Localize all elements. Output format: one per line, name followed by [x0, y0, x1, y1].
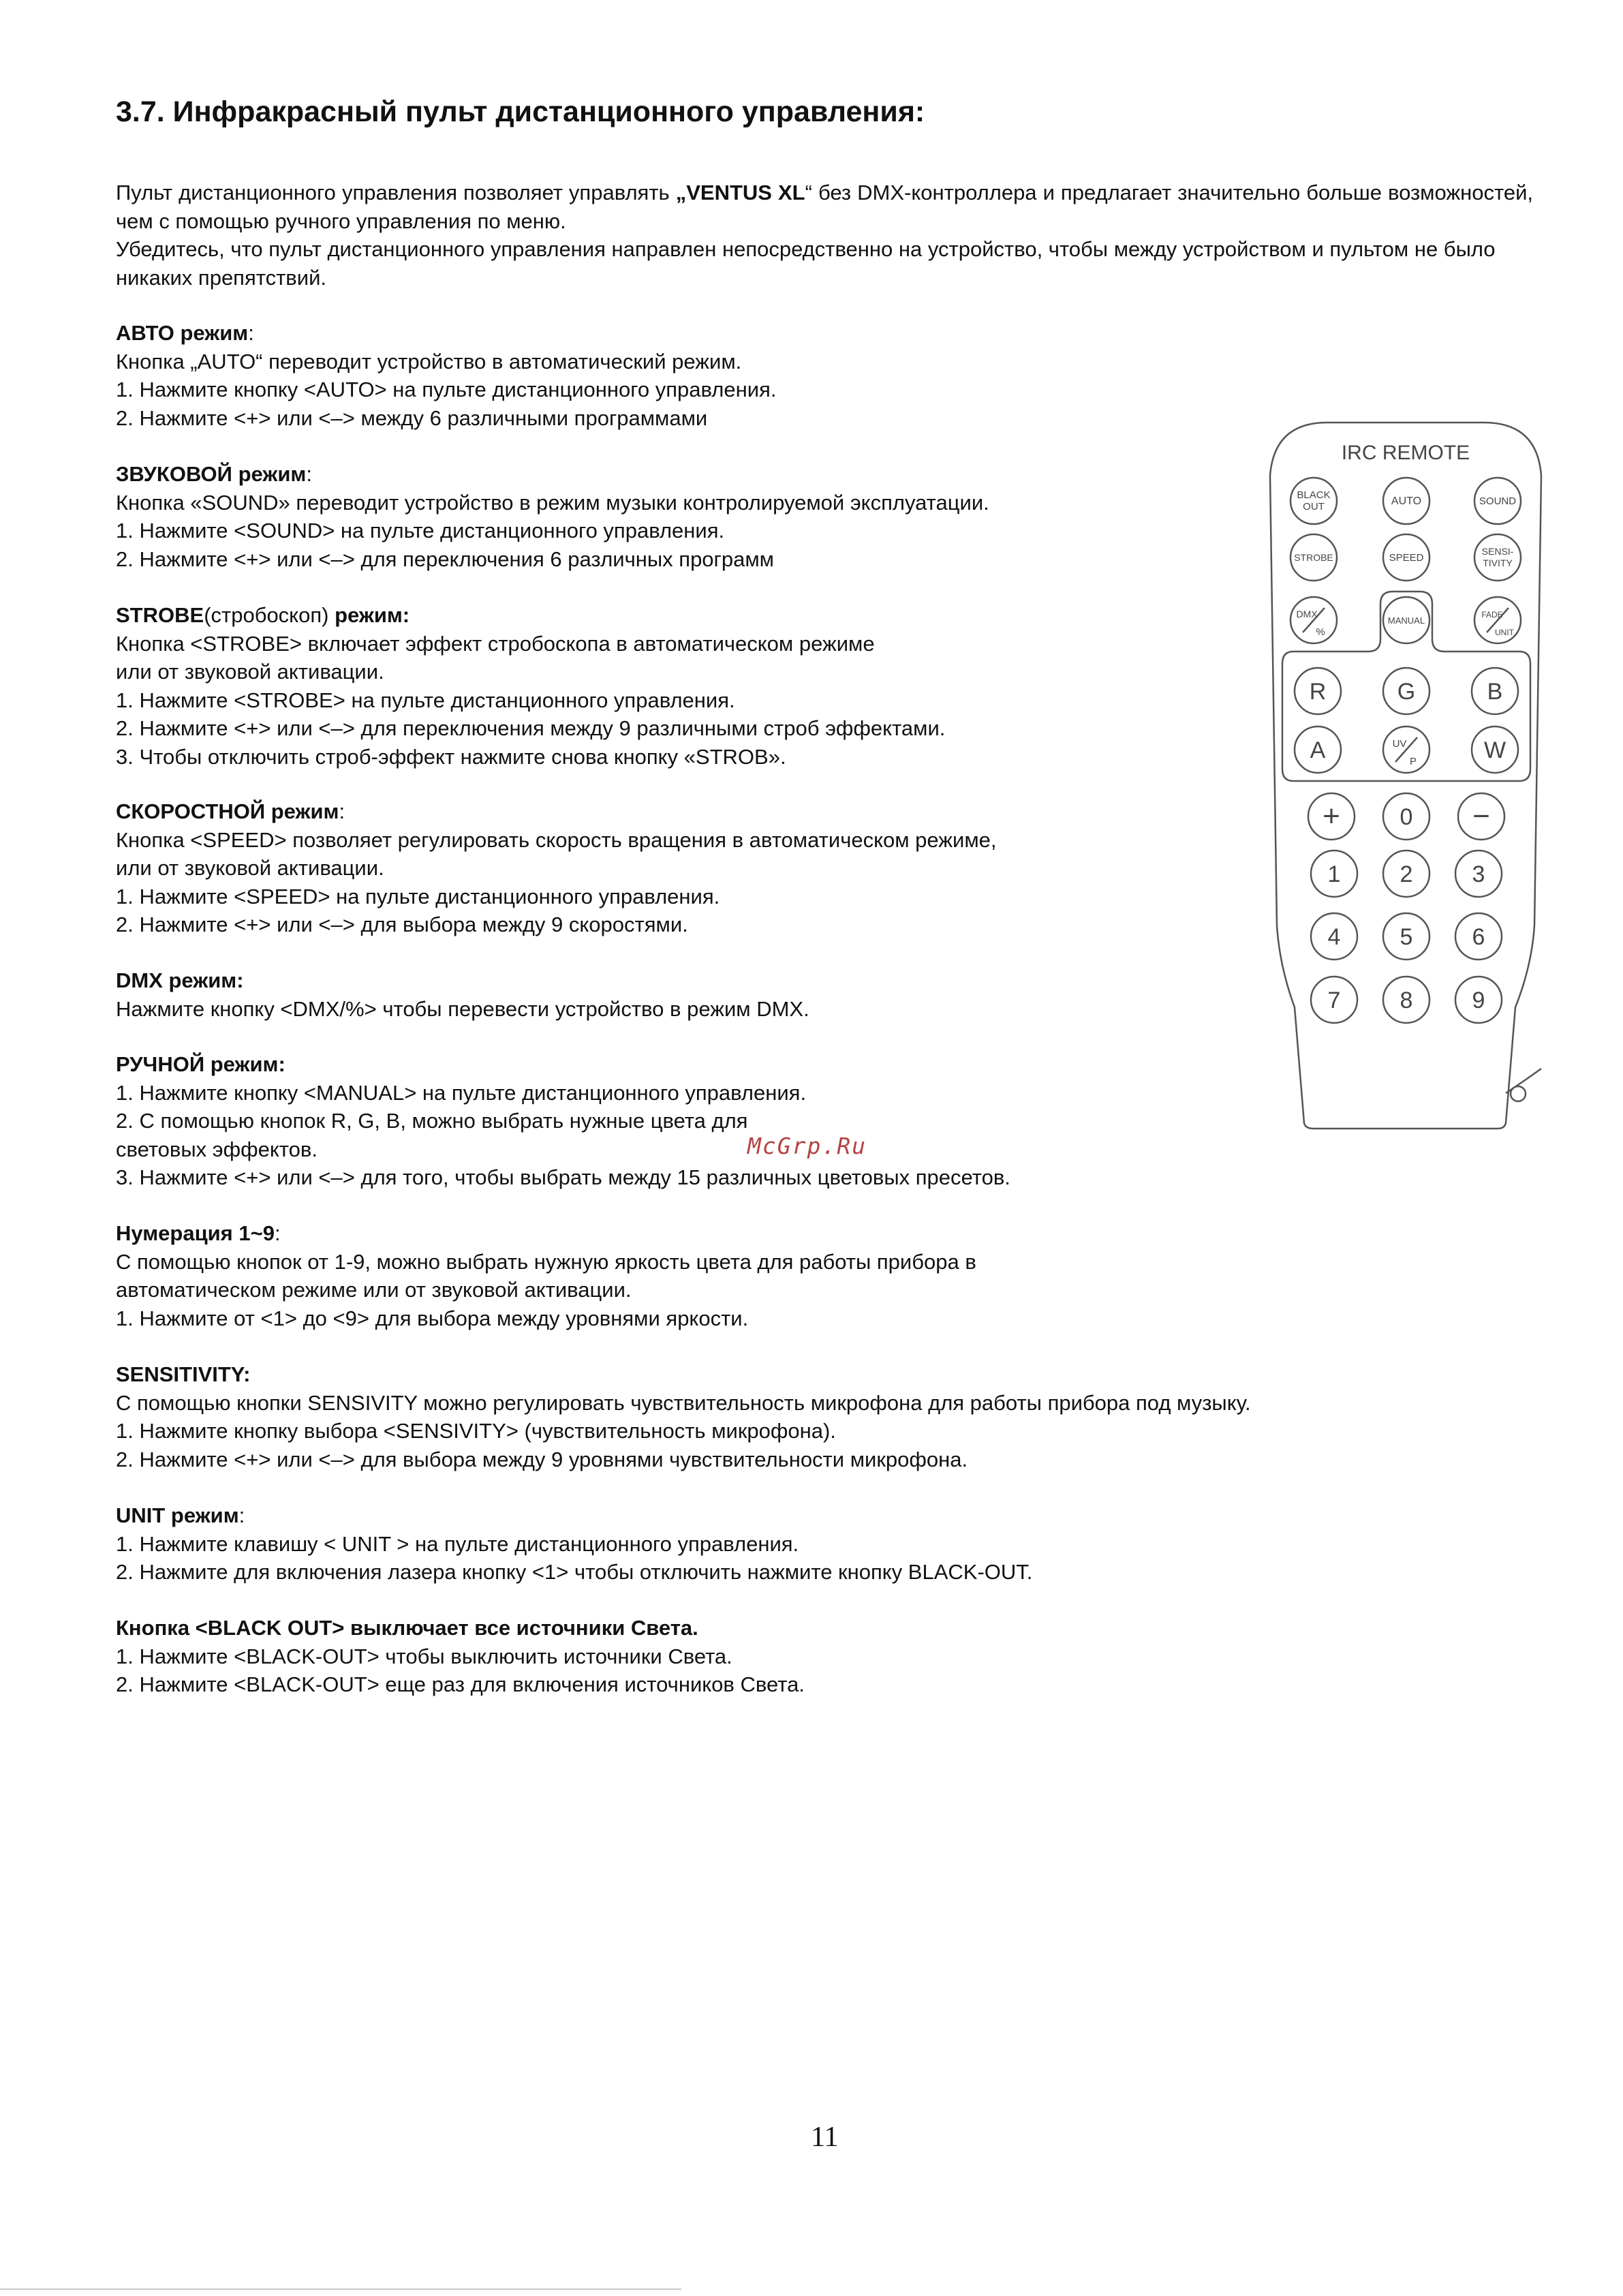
section-line: 2. Нажмите <BLACK-OUT> еще раз для включения источников Света.	[116, 1672, 805, 1696]
button-label: 4	[1327, 924, 1341, 950]
uv-p-button[interactable]	[1383, 726, 1429, 773]
strobe-button[interactable]	[1290, 534, 1337, 581]
brand-name: „VENTUS XL	[675, 181, 805, 204]
section-line: 1. Нажмите клавишу < UNIT > на пульте дистанционного управления.	[116, 1531, 799, 1556]
section-line: С помощью кнопки SENSIVITY можно регулировать чувствительность микрофона для работы прибора под музыку.	[116, 1390, 1251, 1415]
section-line: 2. С помощью кнопок R, G, B, можно выбрать нужные цвета для	[116, 1109, 748, 1133]
section-line: 2. Нажмите <+> или <–> для переключения между 9 различными строб эффектами.	[116, 716, 946, 740]
section-line: Нажмите кнопку <DMX/%> чтобы перевести устройство в режим DMX.	[116, 996, 809, 1021]
section-line: 2. Нажмите для включения лазера кнопку <1> чтобы отключить нажмите кнопку BLACK-OUT.	[116, 1560, 1033, 1584]
section-line: С помощью кнопок от 1-9, можно выбрать нужную яркость цвета для работы прибора в	[116, 1249, 976, 1274]
section-sensitivity	[116, 1360, 1251, 1473]
button-label: 0	[1400, 804, 1413, 830]
section-line: 2. Нажмите <+> или <–> для переключения 6 различных программ	[116, 547, 774, 571]
section-manual	[116, 1050, 1010, 1192]
digit-button-9[interactable]	[1455, 977, 1502, 1023]
button-label: STROBE	[1294, 552, 1333, 563]
heading-text: ЗВУКОВОЙ режим	[116, 462, 307, 486]
sensitivity-button[interactable]	[1474, 534, 1521, 581]
manual-button[interactable]	[1383, 597, 1429, 643]
section-line: 1. Нажмите <BLACK-OUT> чтобы выключить источники Света.	[116, 1644, 732, 1668]
intro-text-part: “ без DMX-контроллера и предлагает значительно больше возможностей, чем с помощью ручного управления по меню.	[116, 181, 1534, 233]
button-label: MANUAL	[1387, 615, 1425, 626]
heading-text: UNIT режим	[116, 1503, 239, 1527]
section-line: 1. Нажмите от <1> до <9> для выбора между уровнями яркости.	[116, 1306, 749, 1330]
button-label: A	[1310, 737, 1326, 763]
heading-text: Нумерация 1~9	[116, 1221, 275, 1245]
button-label: SOUND	[1479, 495, 1517, 507]
page-number: 11	[811, 2122, 839, 2153]
heading-suffix: :	[339, 799, 345, 823]
section-heading	[116, 1501, 1032, 1530]
section-line: 1. Нажмите кнопку <AUTO> на пульте дистанционного управления.	[116, 378, 777, 401]
button-label: UV	[1392, 738, 1407, 750]
button-label: %	[1316, 626, 1325, 638]
section-line: 1. Нажмите <SOUND> на пульте дистанционного управления.	[116, 519, 725, 542]
section-speed	[116, 797, 997, 939]
button-label: OUT	[1303, 501, 1325, 512]
red-button[interactable]	[1295, 668, 1341, 714]
button-label: 7	[1327, 988, 1341, 1013]
heading-suffix: :	[306, 462, 312, 486]
white-button[interactable]	[1472, 726, 1518, 773]
auto-button[interactable]	[1383, 478, 1429, 524]
section-line: Кнопка <STROBE> включает эффект стробоскопа в автоматическом режиме	[116, 631, 875, 656]
section-heading	[116, 601, 945, 630]
section-heading: РУЧНОЙ режим:	[116, 1052, 285, 1076]
digit-button-8[interactable]	[1383, 977, 1429, 1023]
intro-text	[116, 179, 1533, 292]
section-dmx	[116, 966, 809, 1023]
watermark: McGrp.Ru	[747, 1133, 867, 1159]
sound-button[interactable]	[1474, 478, 1521, 524]
button-label: −	[1472, 799, 1490, 833]
heading-suffix: :	[248, 321, 254, 345]
button-label: BLACK	[1297, 489, 1331, 501]
footer-rule	[0, 2289, 681, 2290]
intro-paragraph-2: Убедитесь, что пульт дистанционного управления направлен непосредственно на устройство, чтобы между устройством и пультом не было никаких препятствий.	[116, 237, 1496, 290]
section-unit	[116, 1501, 1032, 1587]
heading-suffix: :	[238, 1503, 245, 1527]
section-line: 1. Нажмите кнопку <MANUAL> на пульте дистанционного управления.	[116, 1080, 807, 1105]
button-label: TIVITY	[1483, 557, 1513, 568]
digit-button-1[interactable]	[1311, 851, 1357, 897]
section-heading	[116, 1219, 976, 1248]
digit-button-6[interactable]	[1455, 913, 1502, 960]
intro-paragraph-1	[116, 179, 1533, 235]
heading-text: СКОРОСТНОЙ режим	[116, 799, 339, 823]
heading-text: АВТО режим	[116, 321, 249, 345]
section-strobe	[116, 601, 945, 771]
minus-button[interactable]	[1458, 793, 1504, 840]
section-line: 2. Нажмите <+> или <–> между 6 различными программами	[116, 405, 708, 430]
section-heading: SENSITIVITY:	[116, 1362, 251, 1386]
button-label: 5	[1400, 924, 1413, 950]
digit-button-3[interactable]	[1455, 851, 1502, 897]
section-line: 2. Нажмите <+> или <–> для выбора между 9 уровнями чувствительности микрофона.	[116, 1447, 968, 1471]
button-label: FADE	[1481, 610, 1503, 619]
zero-button[interactable]	[1383, 793, 1429, 840]
button-label: B	[1487, 679, 1503, 705]
section-sound	[116, 460, 989, 573]
fade-unit-button[interactable]	[1474, 597, 1521, 643]
digit-button-7[interactable]	[1311, 977, 1357, 1023]
button-label: 1	[1327, 861, 1341, 887]
section-line: Кнопка „AUTO“ переводит устройство в автоматический режим.	[116, 349, 742, 373]
amber-button[interactable]	[1295, 726, 1341, 773]
section-line: 1. Нажмите <STROBE> на пульте дистанционного управления.	[116, 688, 735, 712]
digit-button-2[interactable]	[1383, 851, 1429, 897]
dmx-button[interactable]	[1290, 597, 1337, 643]
heading-note: (стробоскоп)	[204, 603, 329, 627]
button-label: P	[1409, 756, 1417, 767]
button-label: +	[1323, 799, 1340, 833]
section-line: Кнопка <SPEED> позволяет регулировать скорость вращения в автоматическом режиме,	[116, 827, 997, 852]
section-numbers	[116, 1219, 976, 1332]
button-label: 2	[1400, 861, 1413, 887]
section-line: 3. Чтобы отключить строб-эффект нажмите снова кнопку «STROB».	[116, 744, 786, 769]
section-auto	[116, 319, 776, 432]
remote-control-illustration	[1266, 421, 1545, 1130]
button-label: UNIT	[1495, 628, 1514, 637]
blue-button[interactable]	[1472, 668, 1518, 714]
digit-button-5[interactable]	[1383, 913, 1429, 960]
button-label: 8	[1400, 988, 1413, 1013]
section-heading	[116, 797, 997, 826]
button-label: 3	[1472, 861, 1485, 887]
section-line: Кнопка «SOUND» переводит устройство в режим музыки контролируемой эксплуатации.	[116, 490, 989, 515]
remote-header: IRC REMOTE	[1341, 442, 1470, 464]
button-label: SPEED	[1389, 552, 1424, 564]
button-label: 6	[1472, 924, 1485, 950]
section-heading	[116, 319, 776, 348]
section-line: или от звуковой активации.	[116, 856, 384, 880]
section-line: 3. Нажмите <+> или <–> для того, чтобы выбрать между 15 различных цветовых пресетов.	[116, 1165, 1010, 1189]
button-label: SENSI-	[1481, 546, 1514, 557]
section-line: 1. Нажмите кнопку выбора <SENSIVITY> (чувствительность микрофона).	[116, 1419, 836, 1443]
heading-suffix: :	[274, 1221, 281, 1245]
intro-text-part: Пульт дистанционного управления позволяет управлять	[116, 181, 676, 204]
green-button[interactable]	[1383, 668, 1429, 714]
plus-button[interactable]	[1308, 793, 1355, 840]
button-label: DMX	[1296, 609, 1318, 619]
button-label: G	[1397, 679, 1416, 705]
button-label: 9	[1472, 988, 1485, 1013]
section-heading: DMX режим:	[116, 968, 244, 992]
heading-text: режим:	[328, 603, 410, 627]
section-line: автоматическом режиме или от звуковой активации.	[116, 1278, 632, 1302]
button-label: AUTO	[1391, 495, 1422, 507]
digit-button-4[interactable]	[1311, 913, 1357, 960]
section-blackout	[116, 1614, 805, 1699]
button-label: R	[1309, 679, 1327, 705]
section-line: 2. Нажмите <+> или <–> для выбора между 9 скоростями.	[116, 913, 688, 936]
section-line: 1. Нажмите <SPEED> на пульте дистанционного управления.	[116, 884, 720, 908]
section-line: или от звуковой активации.	[116, 660, 384, 684]
black-out-button[interactable]	[1290, 478, 1337, 524]
page-title: 3.7. Инфракрасный пульт дистанционного управления:	[116, 95, 925, 128]
heading-text: STROBE	[116, 603, 204, 627]
speed-button[interactable]	[1383, 534, 1429, 581]
button-label: W	[1483, 737, 1506, 763]
ir-emitter-icon	[1511, 1086, 1526, 1101]
section-heading	[116, 460, 989, 489]
section-line: световых эффектов.	[116, 1137, 318, 1161]
section-heading: Кнопка <BLACK OUT> выключает все источники Света.	[116, 1616, 698, 1640]
